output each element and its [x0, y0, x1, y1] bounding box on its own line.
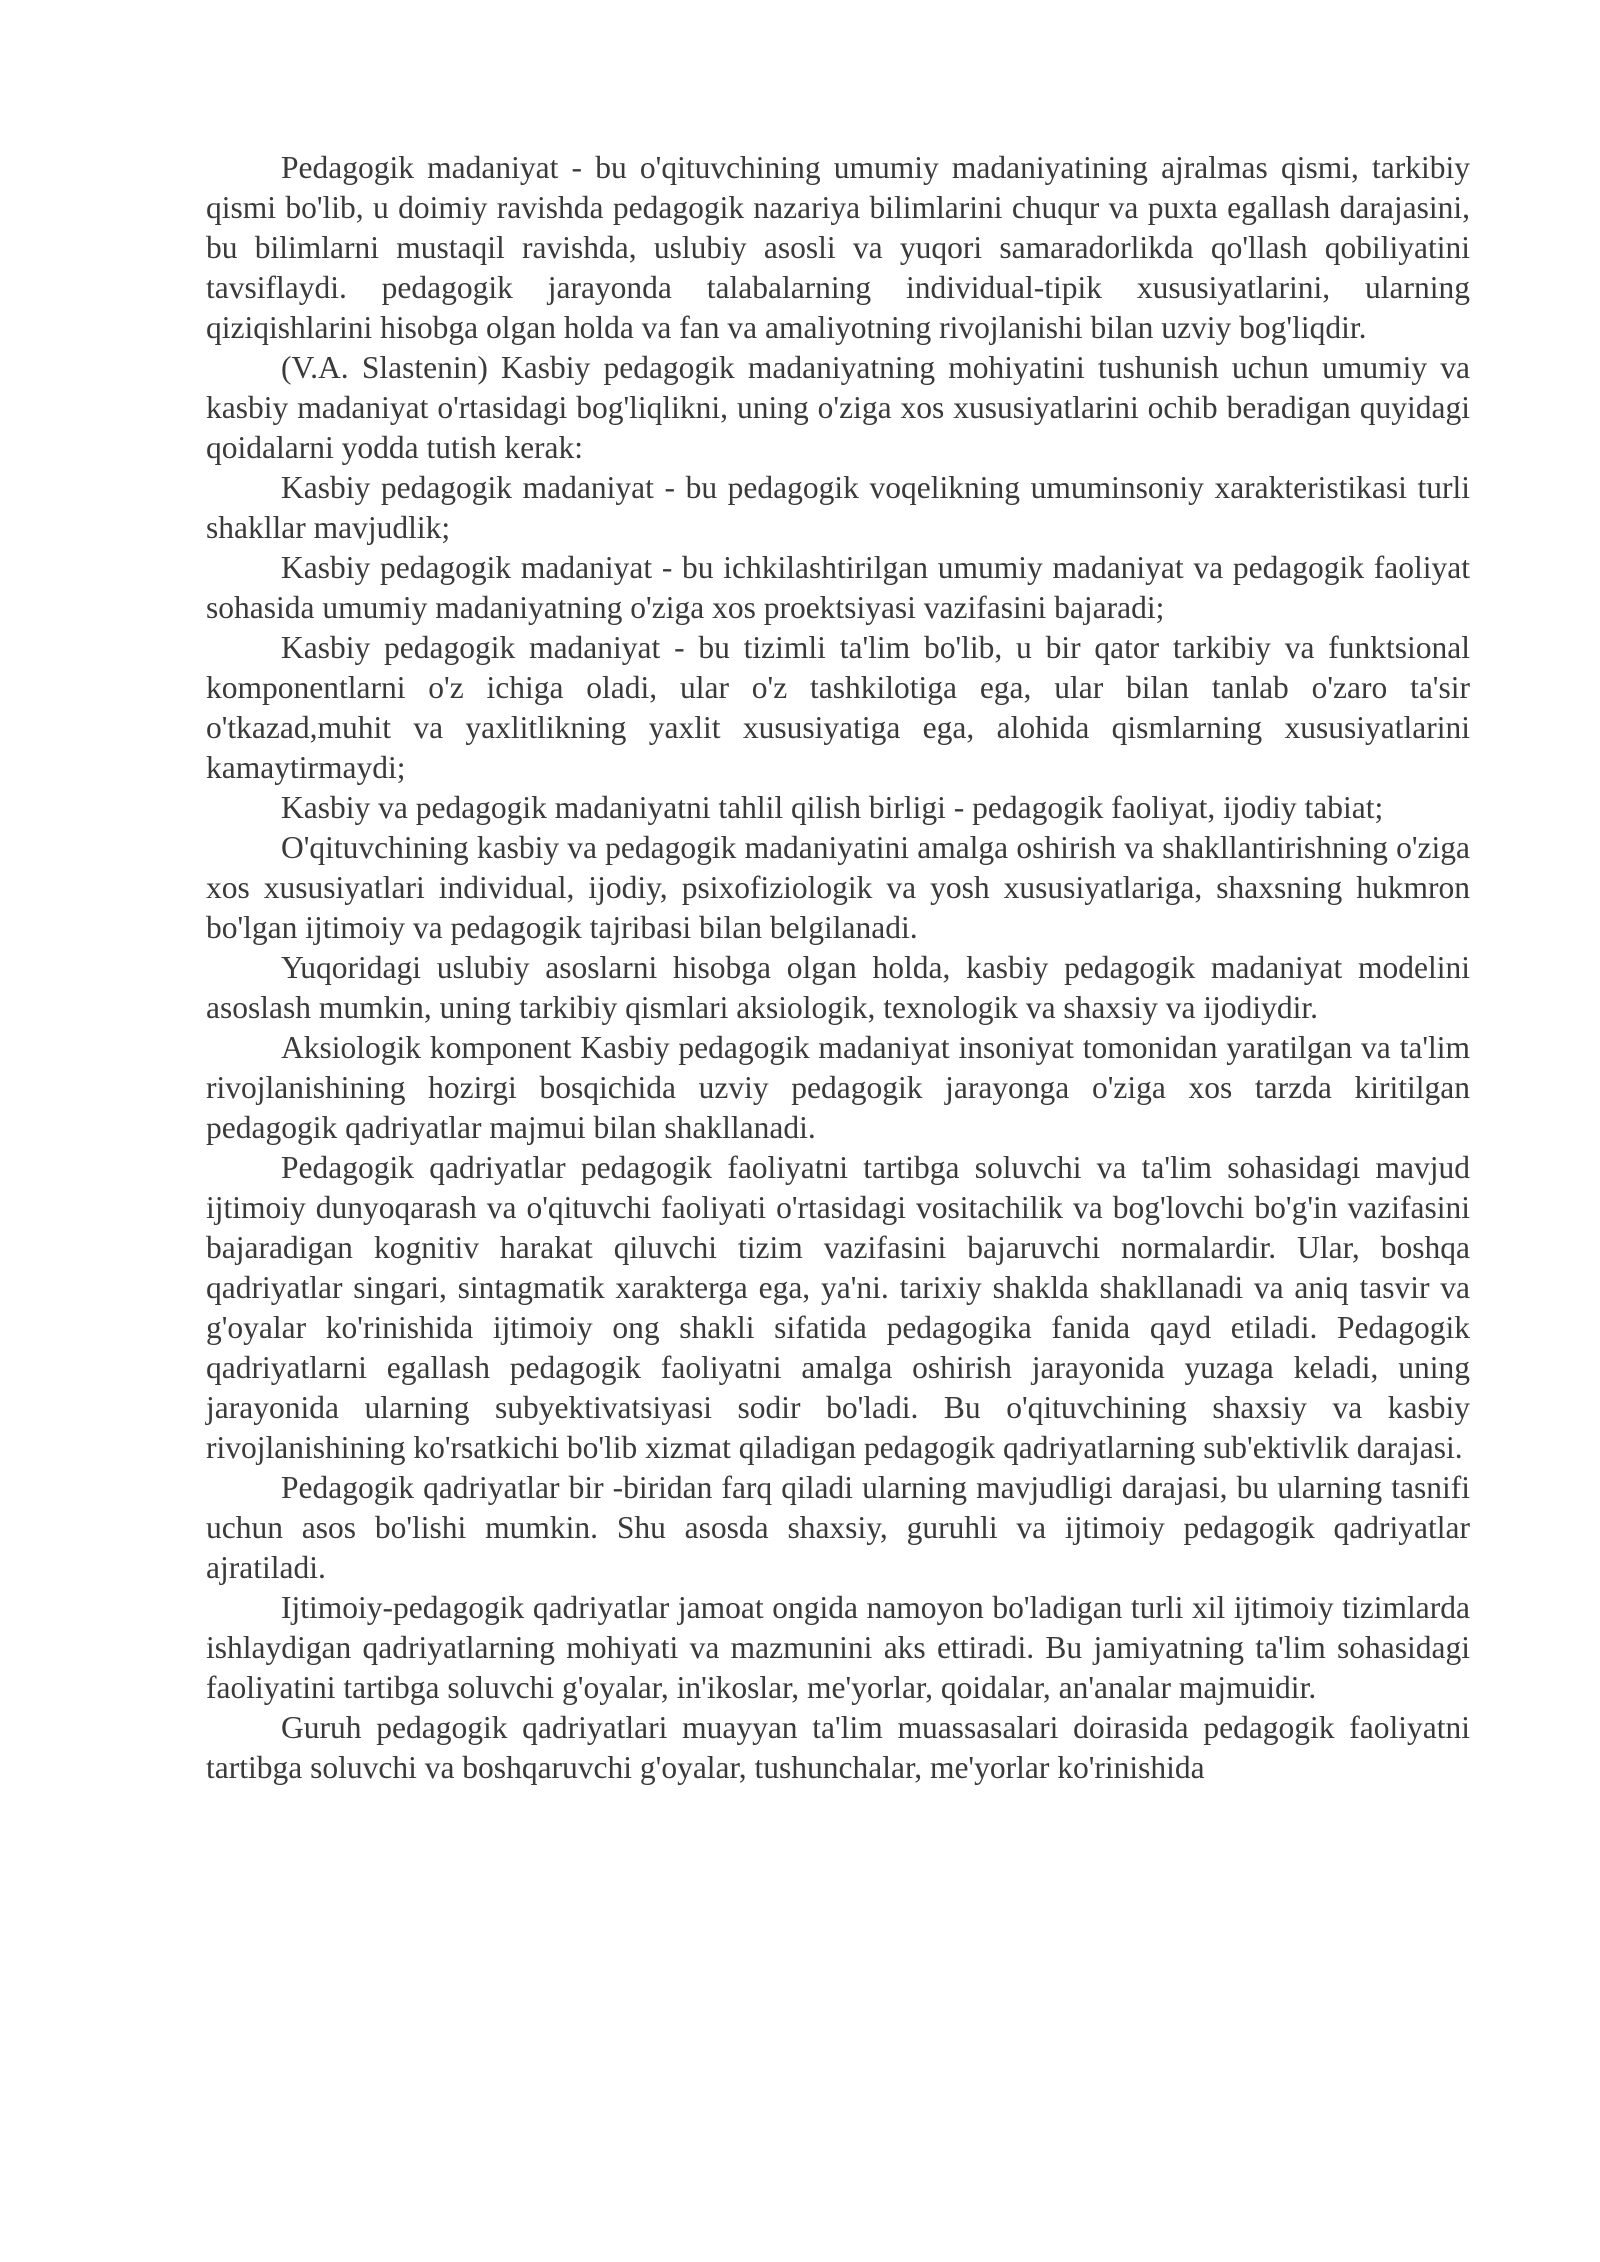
- paragraph-1: Pedagogik madaniyat - bu o'qituvchining umumiy madaniyatining ajralmas qismi, tarkibiy qismi bo'lib, u doimiy ravishda pedagogik nazariya bilimlarini chuqur va puxta egallash darajasini, bu bilimlarni mustaqil ravishda, uslubiy asosli va yuqori samaradorlikda qo'llash qobiliyatini tavsiflaydi. pedagogik jarayonda talabalarning individual-tipik xususiyatlarini, ularning qiziqishlarini hisobga olgan holda va fan va amaliyotning rivojlanishi bilan uzviy bog'liqdir.: [206, 150, 1470, 345]
- paragraph-8: Yuqoridagi uslubiy asoslarni hisobga olgan holda, kasbiy pedagogik madaniyat modelini asoslash mumkin, uning tarkibiy qismlari aksiologik, texnologik va shaxsiy va ijodiydir.: [206, 950, 1470, 1025]
- paragraph-12: Ijtimoiy-pedagogik qadriyatlar jamoat ongida namoyon bo'ladigan turli xil ijtimoiy tizimlarda ishlaydigan qadriyatlarning mohiyati va mazmunini aks ettiradi. Bu jamiyatning ta'lim sohasidagi faoliyatini tartibga soluvchi g'oyalar, in'ikoslar, me'yorlar, qoidalar, an'analar majmuidir.: [206, 1590, 1470, 1705]
- paragraph-5: Kasbiy pedagogik madaniyat - bu tizimli ta'lim bo'lib, u bir qator tarkibiy va funktsional komponentlarni o'z ichiga oladi, ular o'z tashkilotiga ega, ular bilan tanlab o'zaro ta'sir o'tkazad,muhit va yaxlitlikning yaxlit xususiyatiga ega, alohida qismlarning xususiyatlarini kamaytirmaydi;: [206, 630, 1470, 785]
- paragraph-2: (V.A. Slastenin) Kasbiy pedagogik madaniyatning mohiyatini tushunish uchun umumiy va kasbiy madaniyat o'rtasidagi bog'liqlikni, uning o'ziga xos xususiyatlarini ochib beradigan quyidagi qoidalarni yodda tutish kerak:: [206, 350, 1470, 465]
- paragraph-9: Aksiologik komponent Kasbiy pedagogik madaniyat insoniyat tomonidan yaratilgan va ta'lim rivojlanishining hozirgi bosqichida uzviy pedagogik jarayonga o'ziga xos tarzda kiritilgan pedagogik qadriyatlar majmui bilan shakllanadi.: [206, 1030, 1470, 1145]
- paragraph-13: Guruh pedagogik qadriyatlari muayyan ta'lim muassasalari doirasida pedagogik faoliyatni tartibga soluvchi va boshqaruvchi g'oyalar, tushunchalar, me'yorlar ko'rinishida: [206, 1710, 1470, 1785]
- paragraph-4: Kasbiy pedagogik madaniyat - bu ichkilashtirilgan umumiy madaniyat va pedagogik faoliyat sohasida umumiy madaniyatning o'ziga xos proektsiyasi vazifasini bajaradi;: [206, 550, 1470, 625]
- paragraph-6: Kasbiy va pedagogik madaniyatni tahlil qilish birligi - pedagogik faoliyat, ijodiy tabiat;: [281, 790, 1384, 825]
- document-body: [206, 148, 1470, 1788]
- paragraph-7: O'qituvchining kasbiy va pedagogik madaniyatini amalga oshirish va shakllantirishning o'ziga xos xususiyatlari individual, ijodiy, psixofiziologik va yosh xususiyatlariga, shaxsning hukmron bo'lgan ijtimoiy va pedagogik tajribasi bilan belgilanadi.: [206, 830, 1470, 945]
- paragraph-10: Pedagogik qadriyatlar pedagogik faoliyatni tartibga soluvchi va ta'lim sohasidagi mavjud ijtimoiy dunyoqarash va o'qituvchi faoliyati o'rtasidagi vositachilik va bog'lovchi bo'g'in vazifasini bajaradigan kognitiv harakat qiluvchi tizim vazifasini bajaruvchi normalardir. Ular, boshqa qadriyatlar singari, sintagmatik xarakterga ega, ya'ni. tarixiy shaklda shakllanadi va aniq tasvir va g'oyalar ko'rinishida ijtimoiy ong shakli sifatida pedagogika fanida qayd etiladi. Pedagogik qadriyatlarni egallash pedagogik faoliyatni amalga oshirish jarayonida yuzaga keladi, uning jarayonida ularning subyektivatsiyasi sodir bo'ladi. Bu o'qituvchining shaxsiy va kasbiy rivojlanishining ko'rsatkichi bo'lib xizmat qiladigan pedagogik qadriyatlarning sub'ektivlik darajasi.: [206, 1150, 1470, 1465]
- paragraph-11: Pedagogik qadriyatlar bir -biridan farq qiladi ularning mavjudligi darajasi, bu ularning tasnifi uchun asos bo'lishi mumkin. Shu asosda shaxsiy, guruhli va ijtimoiy pedagogik qadriyatlar ajratiladi.: [206, 1470, 1470, 1585]
- paragraph-3: Kasbiy pedagogik madaniyat - bu pedagogik voqelikning umuminsoniy xarakteristikasi turli shakllar mavjudlik;: [206, 470, 1470, 545]
